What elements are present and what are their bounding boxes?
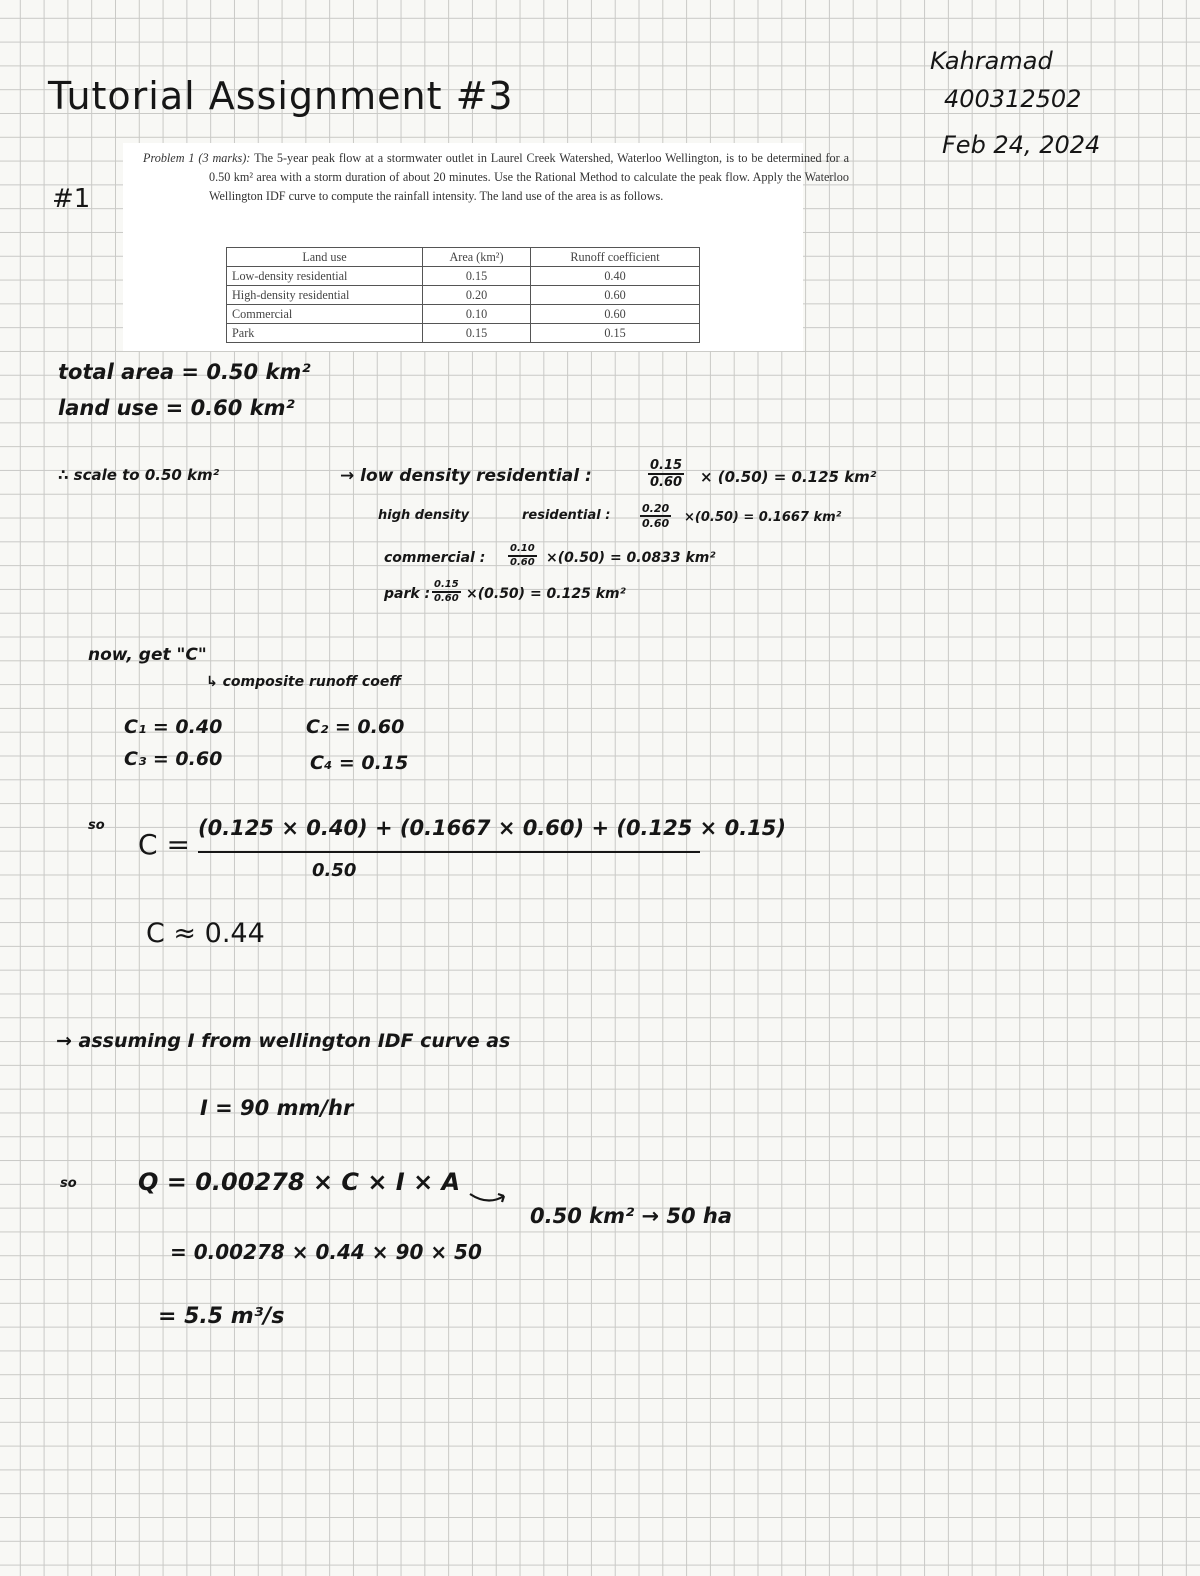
low-density-result: × (0.50) = 0.125 km² <box>700 468 877 486</box>
table-row <box>227 305 700 324</box>
fraction-denominator: 0.60 <box>642 517 670 530</box>
student-id: 400312502 <box>944 85 1082 113</box>
table-cell: Commercial <box>227 305 423 324</box>
table-row <box>227 286 700 305</box>
now-get-c: now, get "C" <box>88 645 207 665</box>
park-result: ×(0.50) = 0.125 km² <box>466 586 626 602</box>
table-cell: 0.60 <box>531 305 700 324</box>
low-density-label: → low density residential : <box>340 466 592 486</box>
table-cell: Low-density residential <box>227 267 423 286</box>
problem-label: Problem 1 (3 marks): <box>143 151 251 165</box>
assuming-line: → assuming I from wellington IDF curve as <box>56 1030 511 1052</box>
park-fraction <box>432 579 461 605</box>
so-label-2: so <box>60 1176 77 1191</box>
table-cell: 0.10 <box>423 305 531 324</box>
table-cell: 0.15 <box>531 324 700 343</box>
park-label: park : <box>384 586 431 602</box>
problem-body: The 5-year peak flow at a stormwater outlet in Laurel Creek Watershed, Waterloo Wellington, is to be determined for a 0.50 km² area with a storm duration of about 20 minutes. Use the Rational Method to calculate the peak flow. Apply the Waterloo Wellington IDF curve to compute the rainfall intensity. The land use of the area is as follows. <box>209 151 850 203</box>
table-cell: 0.15 <box>423 267 531 286</box>
table-cell: Park <box>227 324 423 343</box>
page-title: Tutorial Assignment #3 <box>48 74 514 118</box>
coeff-c3: C₃ = 0.60 <box>124 748 223 770</box>
fraction-denominator: 0.60 <box>650 475 683 490</box>
q-result: = 5.5 m³/s <box>158 1304 285 1329</box>
q-substitution: = 0.00278 × 0.44 × 90 × 50 <box>170 1240 482 1264</box>
land-use-line: land use = 0.60 km² <box>58 396 295 420</box>
table-header: Area (km²) <box>423 248 531 267</box>
high-density-result: ×(0.50) = 0.1667 km² <box>684 510 842 525</box>
table-row <box>227 267 700 286</box>
high-density-label-2: residential : <box>522 508 611 523</box>
commercial-label: commercial : <box>384 550 486 566</box>
area-conversion: 0.50 km² → 50 ha <box>530 1204 733 1228</box>
fraction-numerator: 0.15 <box>650 458 683 473</box>
author-block <box>930 42 1100 164</box>
total-area-line: total area = 0.50 km² <box>58 360 311 384</box>
curved-arrow-icon <box>468 1188 528 1228</box>
fraction-denominator: 0.60 <box>434 593 459 604</box>
author-name: Kahramad <box>930 47 1053 75</box>
date: Feb 24, 2024 <box>942 131 1101 159</box>
table-header: Runoff coefficient <box>531 248 700 267</box>
table-cell: High-density residential <box>227 286 423 305</box>
coeff-c2: C₂ = 0.60 <box>306 716 405 738</box>
q-formula: Q = 0.00278 × C × I × A <box>138 1168 461 1196</box>
coeff-c1: C₁ = 0.40 <box>124 716 223 738</box>
fraction-numerator: 0.10 <box>508 543 537 557</box>
coeff-c4: C₄ = 0.15 <box>310 752 409 774</box>
fraction-bar <box>198 851 700 853</box>
high-density-label-1: high density <box>378 508 470 523</box>
high-density-fraction <box>640 502 671 530</box>
fraction-numerator: 0.15 <box>432 579 461 593</box>
table-cell: 0.60 <box>531 286 700 305</box>
low-density-fraction <box>648 458 684 490</box>
land-use-table <box>226 247 700 343</box>
intensity-value: I = 90 mm/hr <box>200 1096 354 1120</box>
table-header: Land use <box>227 248 423 267</box>
so-label-1: so <box>88 818 105 833</box>
question-number: #1 <box>52 184 91 214</box>
commercial-fraction <box>508 543 537 569</box>
scale-line: ∴ scale to 0.50 km² <box>58 466 220 484</box>
table-cell: 0.15 <box>423 324 531 343</box>
c-result: C ≈ 0.44 <box>146 918 265 949</box>
fraction-numerator: 0.20 <box>642 502 670 515</box>
problem-text-block <box>143 149 849 206</box>
fraction-denominator: 0.60 <box>510 557 535 568</box>
c-lhs: C = <box>138 828 190 861</box>
c-numerator: (0.125 × 0.40) + (0.1667 × 0.60) + (0.125 × 0.15) <box>198 816 786 840</box>
composite-note: ↳ composite runoff coeff <box>206 674 401 690</box>
table-cell: 0.20 <box>423 286 531 305</box>
table-row <box>227 324 700 343</box>
table-header-row <box>227 248 700 267</box>
problem-statement <box>123 143 850 351</box>
commercial-result: ×(0.50) = 0.0833 km² <box>546 550 716 566</box>
c-denominator: 0.50 <box>312 860 357 881</box>
table-cell: 0.40 <box>531 267 700 286</box>
